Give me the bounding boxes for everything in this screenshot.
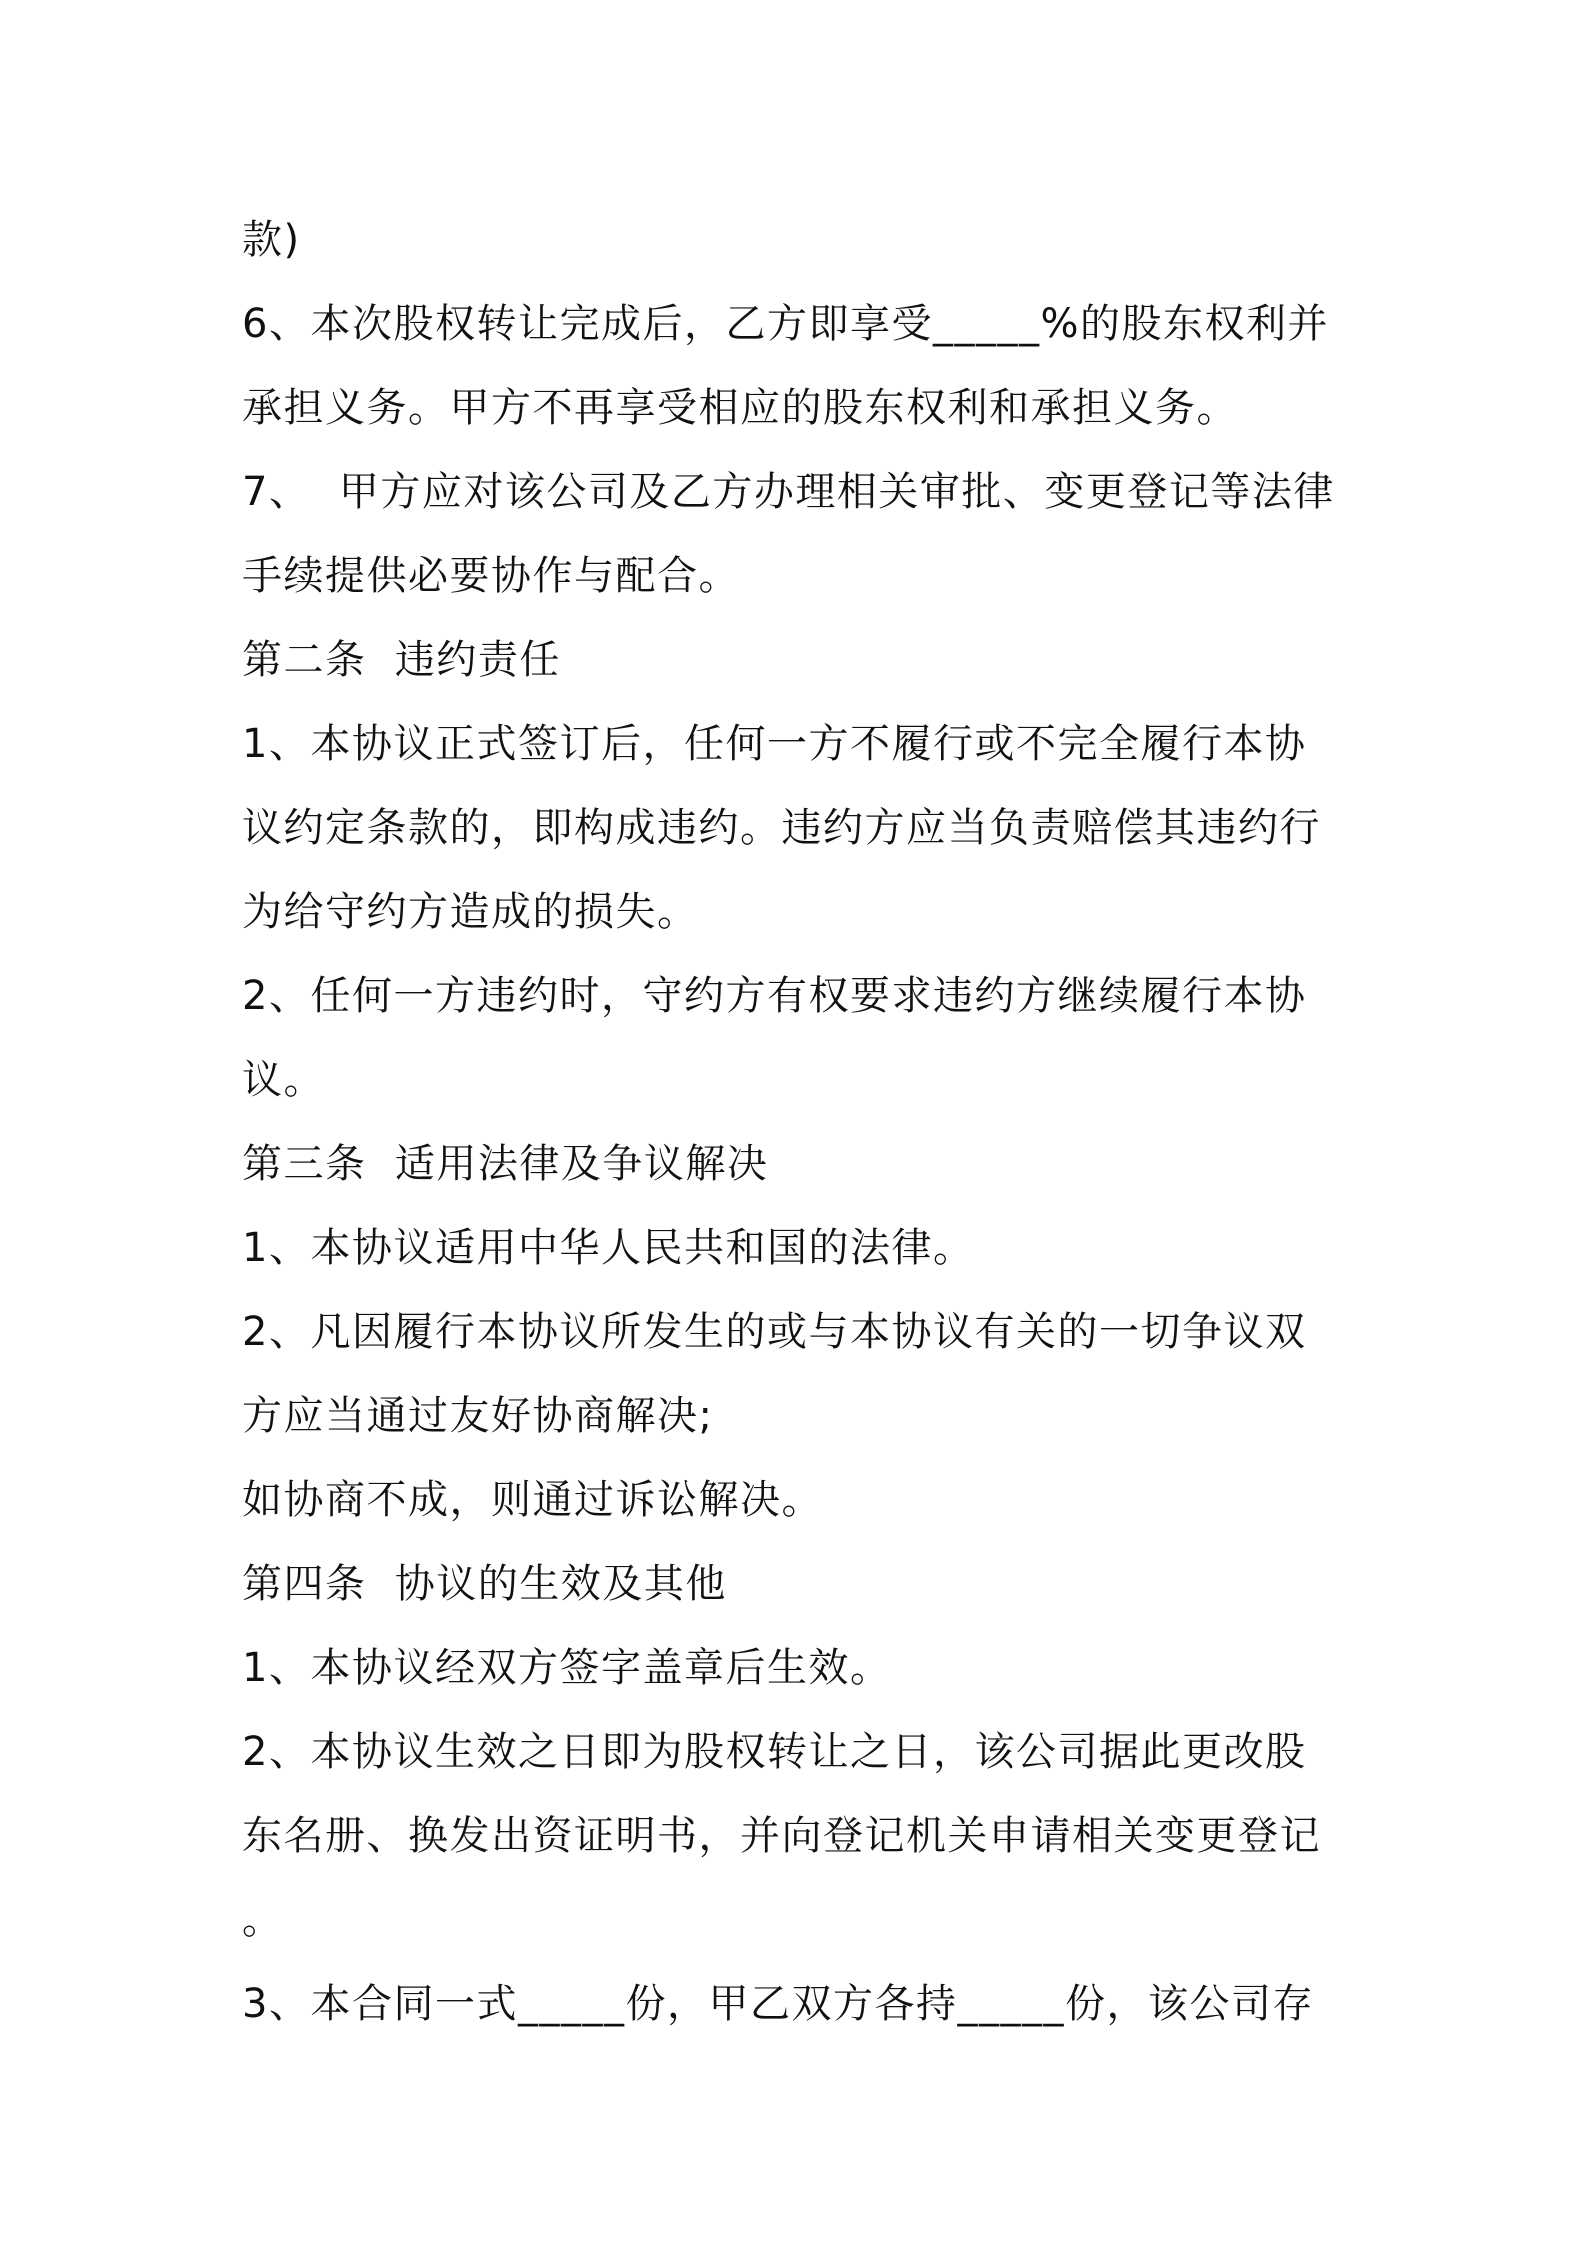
text-line: 1、本协议正式签订后，任何一方不履行或不完全履行本协 bbox=[242, 721, 1307, 767]
text-line: 2、凡因履行本协议所发生的或与本协议有关的一切争议双 bbox=[242, 1309, 1307, 1355]
text-line: 3、本合同一式_____份，甲乙双方各持_____份，该公司存 bbox=[242, 1981, 1314, 2027]
text-line: 手续提供必要协作与配合。 bbox=[242, 553, 740, 599]
text-line: 方应当通过友好协商解决; bbox=[242, 1393, 714, 1439]
section-heading: 第二条 违约责任 bbox=[242, 637, 561, 683]
section-heading: 第四条 协议的生效及其他 bbox=[242, 1561, 727, 1607]
text-line: 议约定条款的，即构成违约。违约方应当负责赔偿其违约行 bbox=[242, 805, 1321, 851]
text-line: 承担义务。甲方不再享受相应的股东权利和承担义务。 bbox=[242, 385, 1238, 431]
text-line: 议。 bbox=[242, 1057, 325, 1103]
text-line: 东名册、换发出资证明书，并向登记机关申请相关变更登记 bbox=[242, 1813, 1321, 1859]
section-heading: 第三条 适用法律及争议解决 bbox=[242, 1141, 769, 1187]
text-line: 。 bbox=[242, 1897, 284, 1943]
text-line: 为给守约方造成的损失。 bbox=[242, 889, 699, 935]
text-line: 6、本次股权转让完成后，乙方即享受_____%的股东权利并 bbox=[242, 301, 1329, 347]
text-line: 2、本协议生效之日即为股权转让之日，该公司据此更改股 bbox=[242, 1729, 1307, 1775]
text-line: 1、本协议经双方签字盖章后生效。 bbox=[242, 1645, 892, 1691]
text-line: 2、任何一方违约时，守约方有权要求违约方继续履行本协 bbox=[242, 973, 1307, 1019]
text-line: 如协商不成，则通过诉讼解决。 bbox=[242, 1477, 823, 1523]
text-line: 款) bbox=[242, 217, 301, 263]
text-line: 1、本协议适用中华人民共和国的法律。 bbox=[242, 1225, 975, 1271]
document-body bbox=[242, 198, 1352, 2046]
text-line: 7、 甲方应对该公司及乙方办理相关审批、变更登记等法律 bbox=[242, 469, 1335, 515]
